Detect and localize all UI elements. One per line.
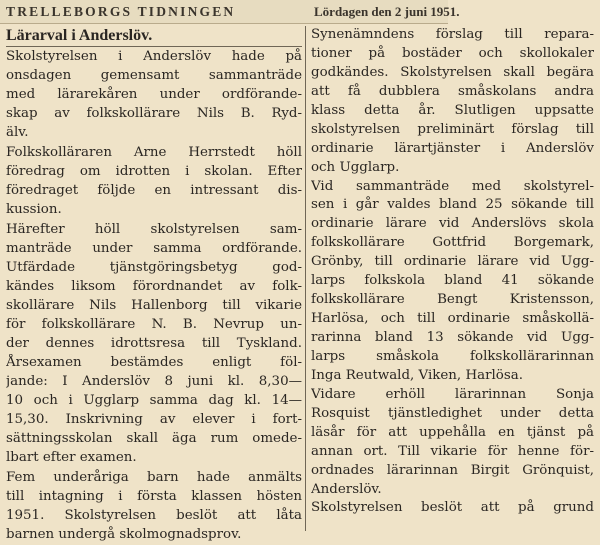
text-line: sättningsskolan skall äga rum omede- — [6, 430, 302, 446]
text-line: till intagning i första klassen hösten — [6, 489, 302, 505]
text-line: manträde under samma ordförande. — [6, 241, 302, 257]
text-line: Harlösa, och till ordinarie småskollä- — [311, 311, 594, 327]
text-line: ordinarie lärare vid Anderslövs skola — [311, 216, 594, 232]
text-line: Inga Reutwald, Viken, Harlösa. — [311, 367, 523, 383]
text-line: larps folkskola bland 41 sökande — [311, 273, 594, 289]
text-line: Vid sammanträde med skolstyrel- — [311, 178, 594, 194]
text-line: föredraget följde en intressant dis- — [6, 183, 302, 199]
text-line: der dennes idrottsresa till Tyskland. — [6, 336, 302, 352]
text-line: Skolstyrelsen beslöt att på grund — [311, 500, 594, 516]
text-line: med lärarekåren under ordförande- — [6, 86, 302, 102]
text-line: folkskollärare Gottfrid Borgemark, — [311, 235, 594, 251]
text-line: 15,30. Inskrivning av elever i fort- — [6, 411, 302, 427]
text-line: Anderslöv. — [311, 481, 382, 497]
text-line: Härefter höll skolstyrelsen sam- — [6, 222, 302, 238]
text-line: godkändes. Skolstyrelsen skall begära — [311, 64, 594, 80]
text-line: Synenämndens förslag till repara- — [311, 27, 594, 42]
text-line: Årsexamen bestämdes enligt föl- — [6, 355, 302, 370]
text-line: läsår för att uppehålla en tjänst på — [311, 424, 594, 440]
text-line: klass detta år. Slutligen uppsatte — [311, 102, 594, 118]
article-column-left — [0, 26, 302, 545]
masthead — [0, 0, 460, 24]
text-line: skolstyrelsen preliminärt förslag till — [311, 121, 594, 137]
text-line: Utfärdade tjänstgöringsbetyg god- — [6, 260, 302, 276]
text-line: och Ugglarp. — [311, 159, 400, 175]
article-headline: Lärarval i Anderslöv. — [6, 26, 302, 47]
newspaper-name: TRELLEBORGS TIDNINGEN — [6, 4, 236, 19]
text-line: Vidare erhöll lärarinnan Sonja — [311, 386, 594, 402]
text-line: Fem underåriga barn hade anmälts — [6, 470, 302, 486]
text-line: larps småskola folkskollärarinnan — [311, 348, 594, 364]
text-line: folkskollärare Bengt Kristensson, — [311, 292, 594, 308]
article-column-right — [311, 26, 600, 518]
publication-date: Lördagen den 2 juni 1951. — [314, 4, 460, 19]
text-line: rarinna bland 13 sökande vid Ugg- — [311, 330, 594, 345]
text-line: skap av folkskollärare Nils B. Ryd- — [6, 105, 302, 121]
text-line: älv. — [6, 124, 29, 140]
text-line: att få dubblera småskolans andra — [311, 83, 594, 99]
column-divider — [305, 26, 306, 531]
text-line: sen i går valdes bland 25 sökande till — [311, 197, 594, 213]
text-line: onsdagen gemensamt sammanträde — [6, 67, 302, 83]
text-line: kändes liksom förordnandet av folk- — [6, 279, 302, 295]
text-line: jande: I Anderslöv 8 juni kl. 8,30— — [6, 373, 302, 389]
text-line: lbart efter examen. — [6, 449, 137, 465]
text-line: 10 och i Ugglarp samma dag kl. 14— — [6, 392, 302, 408]
text-line: barnen undergå skolmognadsprov. — [6, 526, 242, 542]
text-line: 1951. Skolstyrelsen beslöt att låta — [6, 508, 302, 523]
text-line: annan ort. Till vikarie för henne för- — [311, 443, 594, 459]
text-line: Skolstyrelsen i Anderslöv hade på — [6, 49, 302, 64]
text-line: för folkskollärare N. B. Nevrup un- — [6, 317, 302, 333]
text-line: föredrag om idrotten i skolan. Efter — [6, 164, 302, 180]
text-line: skollärare Nils Hallenborg till vikarie — [6, 298, 302, 314]
text-line: Rosquist tjänstledighet under detta — [311, 405, 594, 421]
text-line: tioner på bostäder och skollokaler — [311, 45, 594, 61]
text-line: Grönby, till ordinarie lärare vid Ugg- — [311, 254, 594, 270]
text-line: Folkskolläraren Arne Herrstedt höll — [6, 145, 302, 161]
text-line: ordinarie lärartjänster i Anderslöv — [311, 140, 594, 156]
text-line: ordnades lärarinnan Birgit Grönquist, — [311, 462, 594, 478]
text-line: kussion. — [6, 202, 62, 217]
